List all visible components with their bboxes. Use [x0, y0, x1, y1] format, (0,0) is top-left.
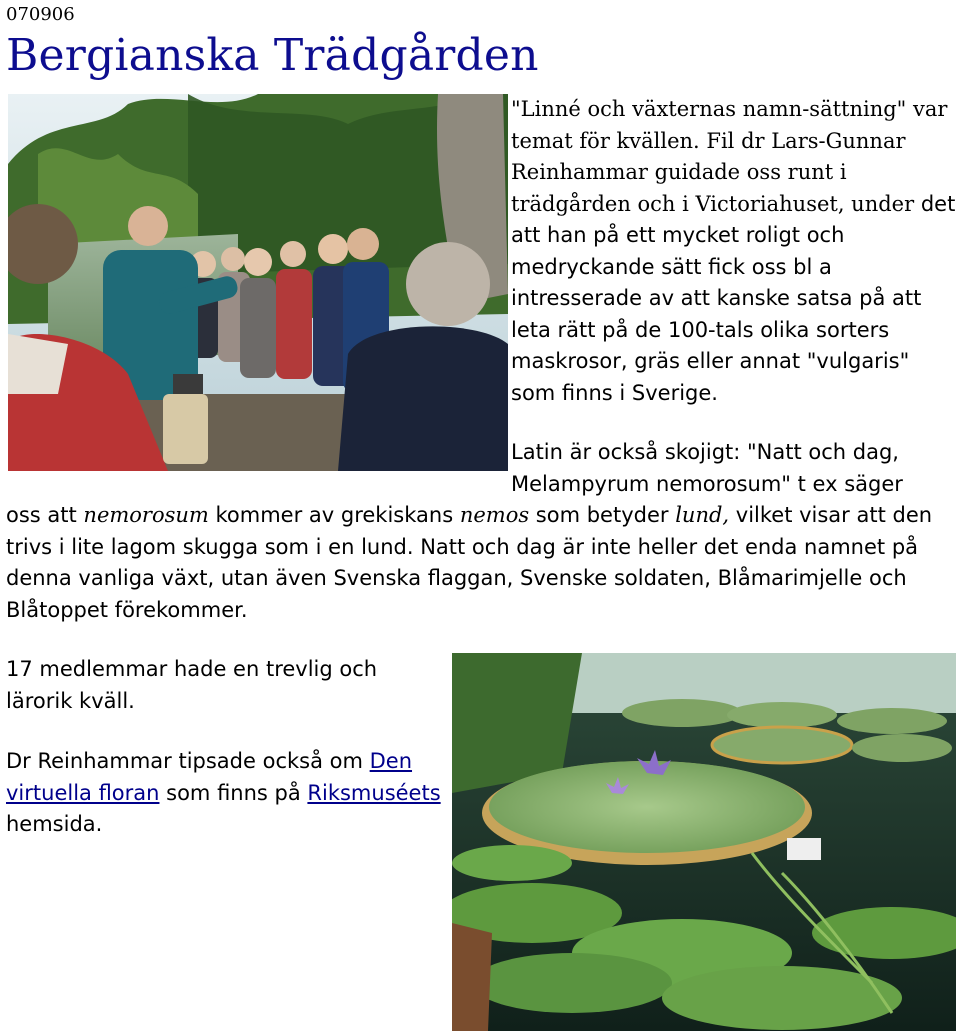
- latin-term-nemos: nemos: [459, 503, 530, 527]
- intro-text-quote: "Linné och växternas namn-sättning" var temat för kvällen.: [511, 97, 948, 153]
- members-paragraph: 17 medlemmar hade en trevlig och lärorik kväll.: [6, 657, 378, 713]
- latin-term-lund: lund,: [675, 503, 730, 527]
- intro-text-guide: Fil dr Lars-Gunnar Reinhammar guidade oss runt i trädgården och i Victoriahuset, under: [511, 128, 915, 216]
- latin-text-1: oss att: [6, 503, 84, 527]
- lily-pond-photo: [452, 653, 956, 1031]
- latin-text-2: kommer av grekiskans: [208, 503, 460, 527]
- latin-text-3: som betyder: [529, 503, 676, 527]
- tip-text-before: Dr Reinhammar tipsade också om: [6, 749, 370, 773]
- latin-paragraph-start: [511, 437, 956, 500]
- intro-paragraph: [511, 94, 956, 409]
- page-title: Bergianska Trädgården: [6, 30, 539, 81]
- latin-text-4: vilket visar att den trivs i lite lagom skugga som i en lund. Natt och dag är inte heller det enda namnet på denna vanliga växt, utan även Svenska flaggan, Svenske soldaten, Blåmarimjelle och Blåtoppet förekommer.: [6, 503, 933, 622]
- tip-text-middle: som finns på: [159, 780, 308, 805]
- tip-text-after: hemsida.: [6, 812, 103, 836]
- latin-paragraph-body: [6, 500, 954, 626]
- riksmuseet-link[interactable]: Riksmuséets: [307, 780, 441, 805]
- date-label: 070906: [6, 4, 75, 25]
- latin-line-2: Melampyrum nemorosum" t ex säger: [511, 471, 903, 496]
- intro-text-body: det att han på ett mycket roligt och medryckande sätt fick oss bl a intresserade av att kanske satsa på att leta rätt på de 100-tals olika sorters maskrosor, gräs eller annat "vulgaris" som finns i Sverige.: [511, 191, 956, 405]
- group-photo: [8, 94, 508, 471]
- latin-term-nemorosum: nemorosum: [83, 503, 209, 527]
- virtual-flora-link[interactable]: Den virtuella floran: [6, 749, 413, 805]
- latin-line-1: Latin är också skojigt: "Natt och dag,: [511, 440, 899, 464]
- tip-paragraph: [6, 746, 446, 841]
